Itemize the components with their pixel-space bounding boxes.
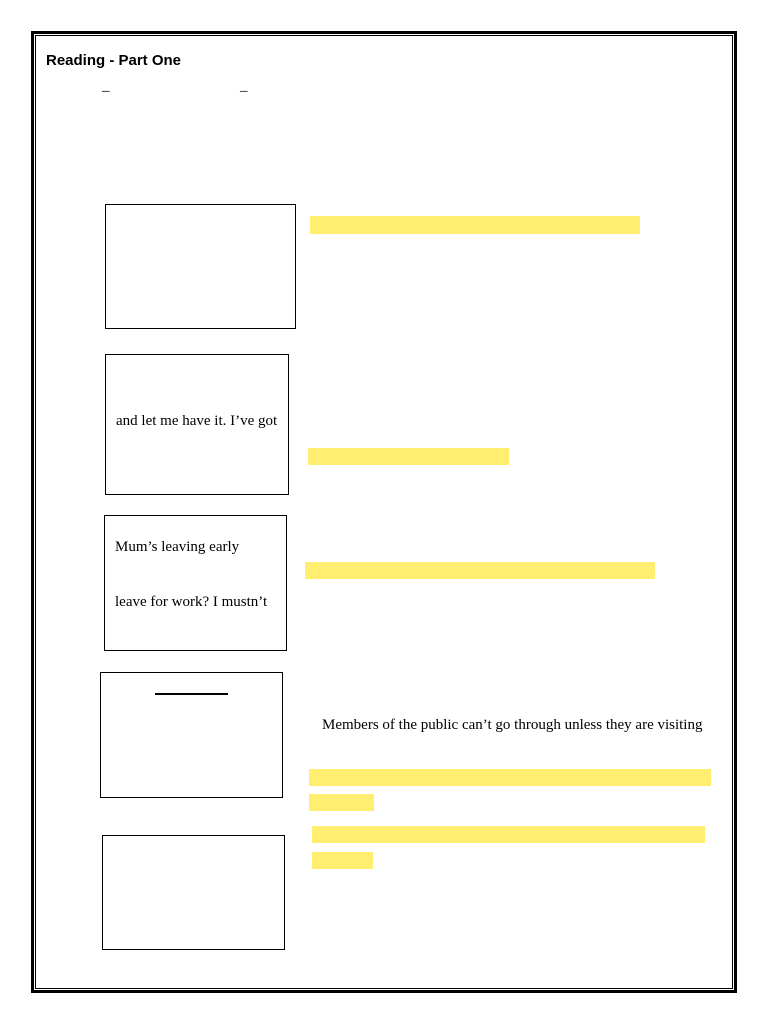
blank-mark-2: _ <box>240 78 248 94</box>
answer-highlight-3 <box>305 562 655 579</box>
notice-box-3 <box>104 515 287 651</box>
notice-box-4 <box>100 672 283 798</box>
answer-highlight-5a <box>312 826 705 843</box>
notice-text-line: and let me have it. I’ve got <box>116 413 278 429</box>
notice-text-line: Mum’s leaving early <box>115 539 240 555</box>
answer-highlight-5b <box>312 852 373 869</box>
blank-mark-1: _ <box>102 78 110 94</box>
answer-highlight-4a <box>309 769 711 786</box>
option-text: Members of the public can’t go through unless they are visiting <box>322 717 703 733</box>
answer-highlight-1 <box>310 216 640 234</box>
notice-rule <box>155 693 228 695</box>
notice-text-line: leave for work? I mustn’t <box>115 594 268 610</box>
notice-box-1 <box>105 204 296 329</box>
answer-highlight-4b <box>309 794 374 811</box>
page-title: Reading - Part One <box>46 52 182 69</box>
notice-box-5 <box>102 835 285 950</box>
answer-highlight-2 <box>308 448 509 465</box>
notice-box-2 <box>105 354 289 495</box>
